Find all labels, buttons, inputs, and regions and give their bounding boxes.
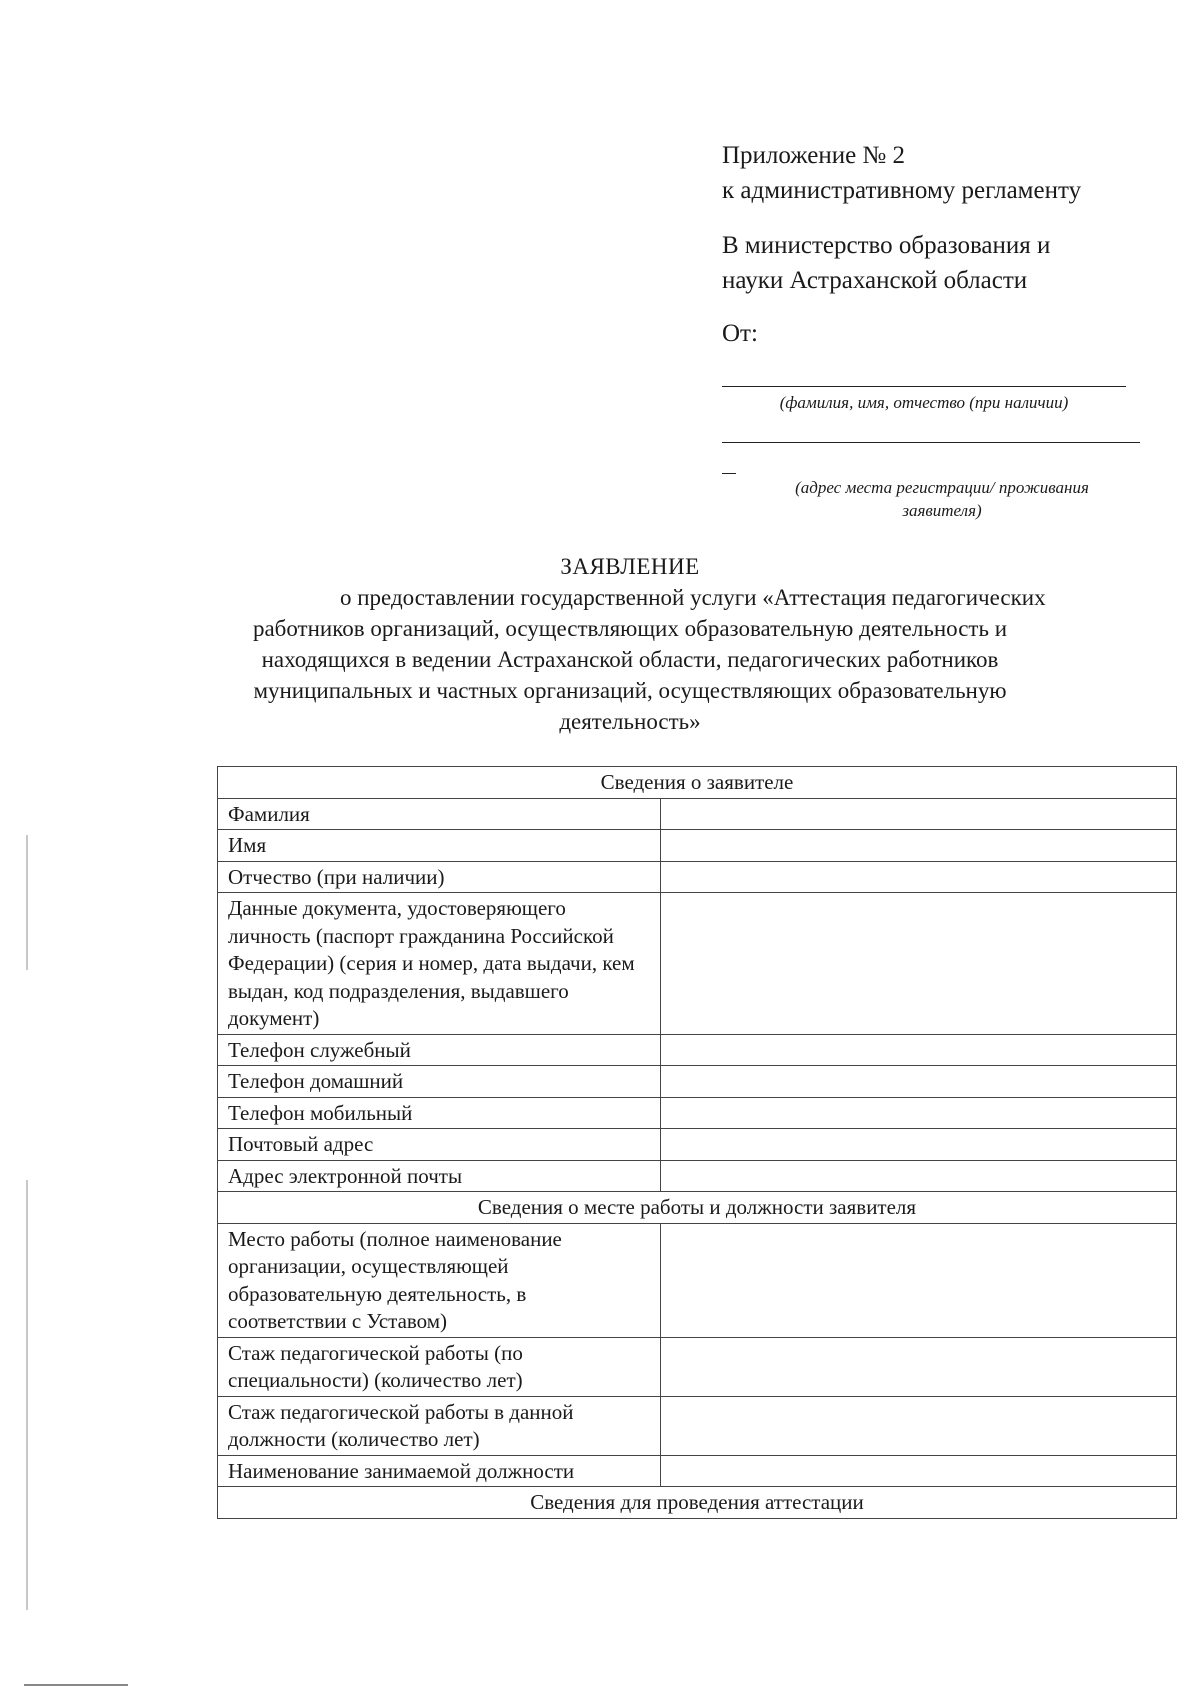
table-row	[218, 1160, 1177, 1192]
table-row	[218, 1223, 1177, 1337]
field-value-specialty-experience[interactable]	[661, 1337, 1177, 1396]
subject-line-4: муниципальных и частных организаций, осуществляющих образовательную	[253, 678, 1007, 703]
field-label-work-phone: Телефон служебный	[218, 1034, 661, 1066]
address-fill-line-stub	[722, 473, 736, 474]
field-label-patronymic: Отчество (при наличии)	[218, 861, 661, 893]
field-label-specialty-experience: Стаж педагогической работы (по специальности) (количество лет)	[218, 1337, 661, 1396]
table-row	[218, 1034, 1177, 1066]
subject-line-2: работников организаций, осуществляющих образовательную деятельность и	[252, 616, 1008, 641]
table-row	[218, 1066, 1177, 1098]
field-value-work-phone[interactable]	[661, 1034, 1177, 1066]
field-label-workplace: Место работы (полное наименование организации, осуществляющей образовательную деятельность, в соответствии с Уставом)	[218, 1223, 661, 1337]
table-row	[218, 1129, 1177, 1161]
application-title-block	[200, 551, 1200, 737]
table-row	[218, 1396, 1177, 1455]
from-label: От:	[722, 320, 758, 347]
field-value-workplace[interactable]	[661, 1223, 1177, 1337]
table-row	[218, 830, 1177, 862]
section-row	[218, 1192, 1177, 1224]
field-value-postal-address[interactable]	[661, 1129, 1177, 1161]
table-row	[218, 893, 1177, 1035]
application-subject	[200, 582, 1200, 737]
field-label-home-phone: Телефон домашний	[218, 1066, 661, 1098]
field-label-email: Адрес электронной почты	[218, 1160, 661, 1192]
address-fill-line[interactable]	[722, 442, 1140, 443]
field-label-position-title: Наименование занимаемой должности	[218, 1455, 661, 1487]
table-row	[218, 798, 1177, 830]
name-hint: (фамилия, имя, отчество (при наличии)	[779, 393, 1069, 412]
section-applicant-info: Сведения о заявителе	[218, 767, 1177, 799]
addressee-block	[722, 138, 1162, 351]
field-value-patronymic[interactable]	[661, 861, 1177, 893]
recipient-line-1: В министерство образования и	[722, 232, 1051, 259]
field-value-first-name[interactable]	[661, 830, 1177, 862]
field-value-identity-document[interactable]	[661, 893, 1177, 1035]
address-hint-line-2: заявителя)	[902, 501, 982, 520]
scan-margin-mark	[26, 835, 28, 970]
field-value-mobile-phone[interactable]	[661, 1097, 1177, 1129]
scan-margin-mark	[26, 1180, 28, 1610]
section-row	[218, 767, 1177, 799]
field-label-identity-document: Данные документа, удостоверяющего личность (паспорт гражданина Российской Федерации) (серия и номер, дата выдачи, кем выдан, код подразделения, выдавшего документ)	[218, 893, 661, 1035]
table-row	[218, 1337, 1177, 1396]
section-work-info: Сведения о месте работы и должности заявителя	[218, 1192, 1177, 1224]
subject-line-3: находящихся в ведении Астраханской области, педагогических работников	[261, 647, 999, 672]
address-hint	[762, 476, 1122, 522]
appendix-number: Приложение № 2	[722, 142, 906, 169]
regulation-reference: к административному регламенту	[722, 177, 1082, 204]
section-row	[218, 1487, 1177, 1519]
field-value-email[interactable]	[661, 1160, 1177, 1192]
field-label-mobile-phone: Телефон мобильный	[218, 1097, 661, 1129]
name-fill-line[interactable]	[722, 386, 1126, 387]
field-label-surname: Фамилия	[218, 798, 661, 830]
subject-line-5: деятельность»	[559, 709, 701, 734]
table-row	[218, 861, 1177, 893]
field-value-position-experience[interactable]	[661, 1396, 1177, 1455]
field-label-position-experience: Стаж педагогической работы в данной должности (количество лет)	[218, 1396, 661, 1455]
field-label-first-name: Имя	[218, 830, 661, 862]
section-attestation-info: Сведения для проведения аттестации	[218, 1487, 1177, 1519]
subject-line-1: о предоставлении государственной услуги «Аттестация педагогических	[340, 585, 1046, 610]
field-value-surname[interactable]	[661, 798, 1177, 830]
recipient-line-2: науки Астраханской области	[722, 267, 1028, 294]
scan-bottom-mark	[24, 1684, 128, 1686]
application-heading: ЗАЯВЛЕНИЕ	[560, 554, 700, 579]
address-hint-line-1: (адрес места регистрации/ проживания	[795, 478, 1089, 497]
table-row	[218, 1455, 1177, 1487]
field-label-postal-address: Почтовый адрес	[218, 1129, 661, 1161]
applicant-form-table	[217, 766, 1177, 1519]
table-row	[218, 1097, 1177, 1129]
field-value-home-phone[interactable]	[661, 1066, 1177, 1098]
field-value-position-title[interactable]	[661, 1455, 1177, 1487]
